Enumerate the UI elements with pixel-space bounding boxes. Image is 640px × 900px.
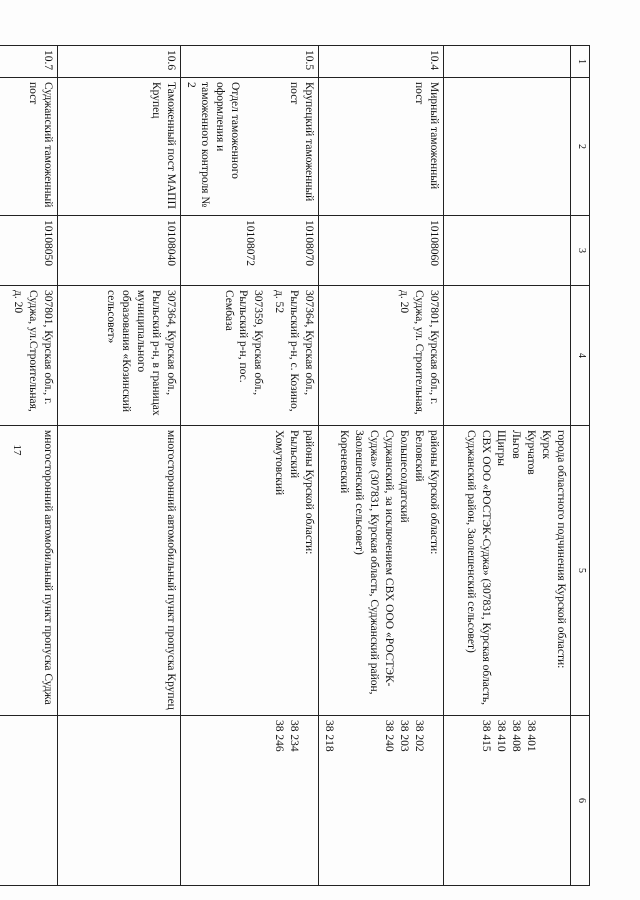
col-header: 3 xyxy=(571,216,590,286)
cell-okato xyxy=(319,716,444,886)
cell-territory xyxy=(0,426,57,716)
col-header: 4 xyxy=(571,286,590,426)
customs-table xyxy=(0,45,590,886)
department-code: 10108072 xyxy=(244,220,257,266)
territory-line: Льгов xyxy=(510,430,523,459)
cell-territory xyxy=(57,426,180,716)
territory-line: Хомутовский xyxy=(273,430,286,496)
post-code: 10108070 xyxy=(303,220,316,266)
territory-line: Кореневский xyxy=(338,430,351,494)
territory-line: многосторонний автомобильный пункт пропуска Суджа xyxy=(41,430,54,705)
table-row xyxy=(444,46,571,886)
cell-name: Таможенный пост МАПП Крупец xyxy=(57,78,180,216)
post-address: 307364, Курская обл., Рыльский р-н, с. Козино, д. 52 xyxy=(273,290,316,412)
cell-okato xyxy=(444,716,571,886)
column-number-row xyxy=(571,46,590,886)
cell-address: 307801, Курская обл., г. Суджа, ул.Строительная, д. 20 xyxy=(0,286,57,426)
cell-territory xyxy=(319,426,444,716)
cell-name: Мирный таможенный пост xyxy=(319,78,444,216)
cell-code: 10108060 xyxy=(319,216,444,286)
cell-name xyxy=(180,78,319,216)
cell-address xyxy=(180,286,319,426)
cell-okato xyxy=(180,716,319,886)
cell-address: 307364, Курская обл., Рыльский р-н, в границах муниципального образования «Козинский сельсовет» xyxy=(57,286,180,426)
cell-name: Суджанский таможенный пост xyxy=(0,78,57,216)
cell-code: 10108040 xyxy=(57,216,180,286)
territory-line: Беловский xyxy=(413,430,426,482)
post-name: Крупецкий таможенный пост xyxy=(288,82,316,202)
okato-code: 38 246 xyxy=(273,720,286,752)
okato-code: 38 410 xyxy=(495,720,508,752)
okato-code: 38 401 xyxy=(525,720,537,752)
cell-num xyxy=(444,46,571,78)
okato-code: 38 203 xyxy=(398,720,411,752)
cell-code xyxy=(444,216,571,286)
cell-num: 10.6 xyxy=(57,46,180,78)
cell-territory xyxy=(180,426,319,716)
table-row xyxy=(180,46,319,886)
okato-code: 38 218 xyxy=(323,720,336,752)
cell-name xyxy=(444,78,571,216)
okato-code: 38 234 xyxy=(288,720,301,752)
territory-line: Суджанский, за исключением СВХ ООО «РОСТЭК-Суджа» (307831, Курская область, Суджанский район, Заолешенский сельсовет) xyxy=(353,430,396,695)
territory-line: СВХ ООО «РОСТЭК-Суджа» (307831, Курская область, Суджанский район, Заолешенский сельсовет) xyxy=(465,430,493,706)
territory-line: многосторонний автомобильный пункт пропуска Крупец xyxy=(164,430,177,710)
page-number: 17 xyxy=(11,444,23,456)
cell-num: 10.5 xyxy=(180,46,319,78)
territory-line: Большесолдатский xyxy=(398,430,411,523)
cell-num: 10.7 xyxy=(0,46,57,78)
territory-line: Рыльский xyxy=(288,430,301,479)
okato-code: 38 408 xyxy=(510,720,523,752)
cell-address xyxy=(444,286,571,426)
cell-okato xyxy=(0,716,57,886)
okato-code: 38 240 xyxy=(383,720,396,752)
table-row xyxy=(57,46,180,886)
territory-line: Щигры xyxy=(495,430,508,466)
cell-num: 10.4 xyxy=(319,46,444,78)
cell-code xyxy=(180,216,319,286)
department-address: 307359, Курская обл., Рыльский р-н, пос. Сембаза xyxy=(222,290,265,396)
territory-line: города областного подчинения Курской области: xyxy=(555,430,567,669)
table-row xyxy=(319,46,444,886)
table-row xyxy=(0,46,57,886)
territory-line: районы Курской области: xyxy=(428,430,440,555)
department-name: Отдел таможенного оформления и таможенного контроля № 2 xyxy=(184,82,242,208)
col-header: 6 xyxy=(571,716,590,886)
col-header: 5 xyxy=(571,426,590,716)
territory-line: Курск xyxy=(540,430,553,459)
cell-territory xyxy=(444,426,571,716)
cell-address: 307801, Курская обл., г. Суджа, ул. Строительная, д. 20 xyxy=(319,286,444,426)
cell-okato xyxy=(57,716,180,886)
territory-line: Курчатов xyxy=(525,430,538,475)
okato-code: 38 202 xyxy=(413,720,425,752)
col-header: 1 xyxy=(571,46,590,78)
cell-code: 10108050 xyxy=(0,216,57,286)
col-header: 2 xyxy=(571,78,590,216)
okato-code: 38 415 xyxy=(480,720,493,752)
territory-line: районы Курской области: xyxy=(303,430,316,555)
